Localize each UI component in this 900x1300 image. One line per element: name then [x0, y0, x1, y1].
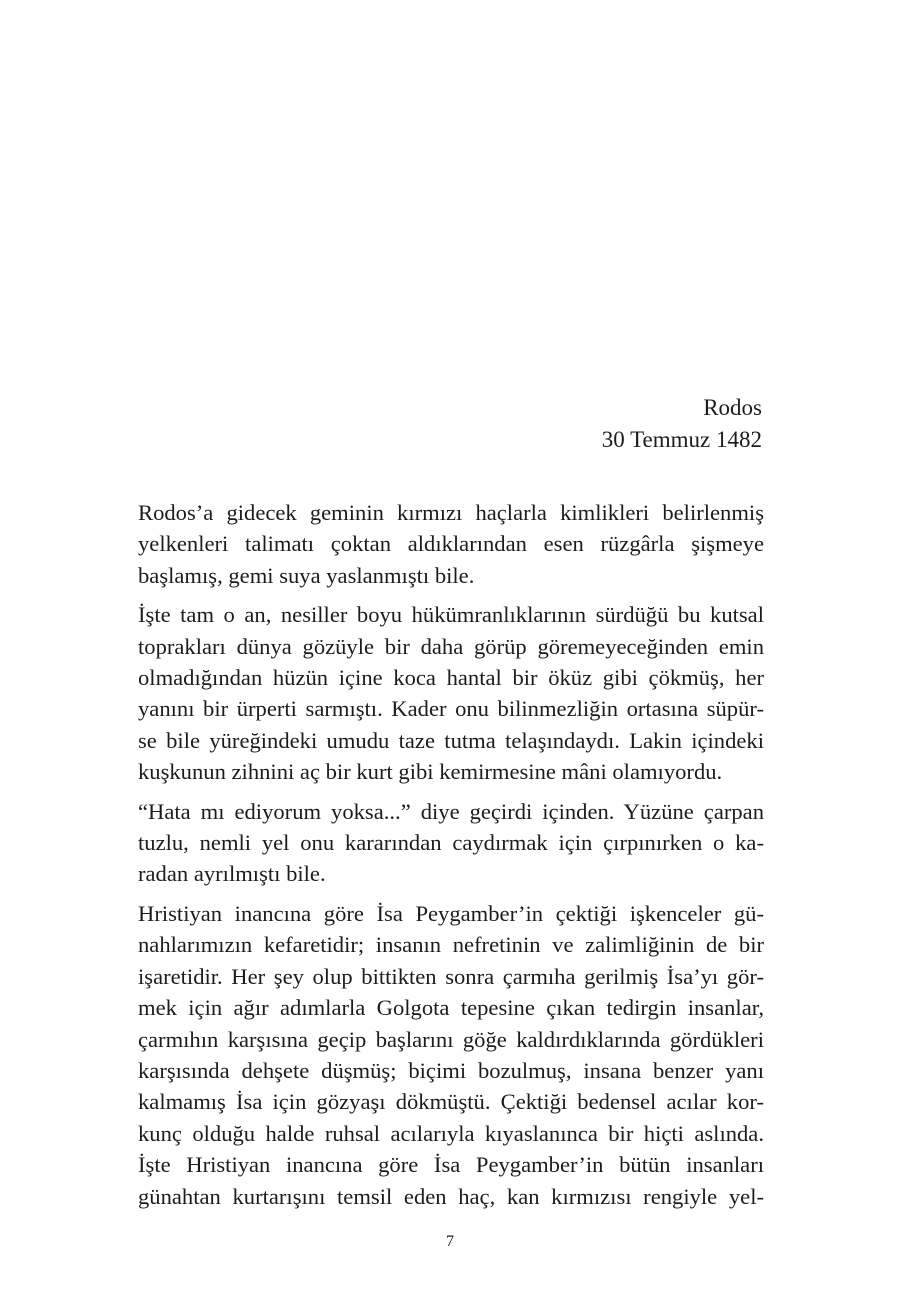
text-line: kuşkunun zihnini aç bir kurt gibi kemirmesine mâni olamıyordu. — [138, 759, 723, 785]
paragraph-3 — [138, 796, 764, 890]
paragraph-1 — [138, 497, 764, 591]
chapter-header — [602, 392, 762, 456]
body-text — [138, 497, 764, 1220]
text-line: günahtan kurtarışını temsil eden haç, kan kırmızısı rengiyle yel- — [138, 1183, 764, 1209]
page-number: 7 — [446, 1233, 454, 1250]
paragraph-4 — [138, 898, 764, 1212]
text-line: nahlarımızın kefaretidir; insanın nefretinin ve zalimliğinin de bir — [138, 932, 764, 958]
text-line: karşısında dehşete düşmüş; biçimi bozulmuş, insana benzer yanı — [138, 1057, 764, 1083]
text-line: İşte tam o an, nesiller boyu hükümranlıklarının sürdüğü bu kutsal — [138, 602, 764, 628]
header-date: 30 Temmuz 1482 — [601, 427, 762, 452]
paragraph-2 — [138, 599, 764, 787]
text-line: yelkenleri talimatı çoktan aldıklarından esen rüzgârla şişmeye — [138, 531, 764, 557]
text-line: kalmamış İsa için gözyaşı dökmüştü. Çektiği bedensel acılar kor- — [138, 1089, 764, 1115]
text-line: İşte Hristiyan inancına göre İsa Peygamber’in bütün insanları — [138, 1152, 764, 1178]
text-line: işaretidir. Her şey olup bittikten sonra çarmıha gerilmiş İsa’yı gör- — [138, 963, 764, 989]
text-line: Rodos’a gidecek geminin kırmızı haçlarla kimlikleri belirlenmiş — [138, 500, 764, 525]
text-line: se bile yüreğindeki umudu taze tutma telaşındaydı. Lakin içindeki — [138, 727, 764, 753]
text-line: çarmıhın karşısına geçip başlarını göğe kaldırdıklarında gördükleri — [138, 1026, 764, 1052]
text-line: radan ayrılmıştı bile. — [138, 861, 326, 887]
text-line: olmadığından hüzün içine koca hantal bir öküz gibi çökmüş, her — [138, 665, 764, 691]
header-location: Rodos — [703, 395, 762, 420]
text-line: mek için ağır adımlarla Golgota tepesine çıkan tedirgin insanlar, — [138, 995, 764, 1021]
text-line: tuzlu, nemli yel onu kararından caydırmak için çırpınırken o ka- — [138, 830, 764, 856]
text-line: kunç olduğu halde ruhsal acılarıyla kıyaslanınca bir hiçti aslında. — [138, 1120, 764, 1146]
text-line: başlamış, gemi suya yaslanmıştı bile. — [138, 562, 475, 588]
text-line: toprakları dünya gözüyle bir daha görüp göremeyeceğinden emin — [138, 633, 764, 659]
text-line: Hristiyan inancına göre İsa Peygamber’in çektiği işkenceler gü- — [138, 900, 764, 926]
text-line: “Hata mı ediyorum yoksa...” diye geçirdi içinden. Yüzüne çarpan — [138, 798, 764, 824]
text-line: yanını bir ürperti sarmıştı. Kader onu bilinmezliğin ortasına süpür- — [138, 696, 764, 722]
